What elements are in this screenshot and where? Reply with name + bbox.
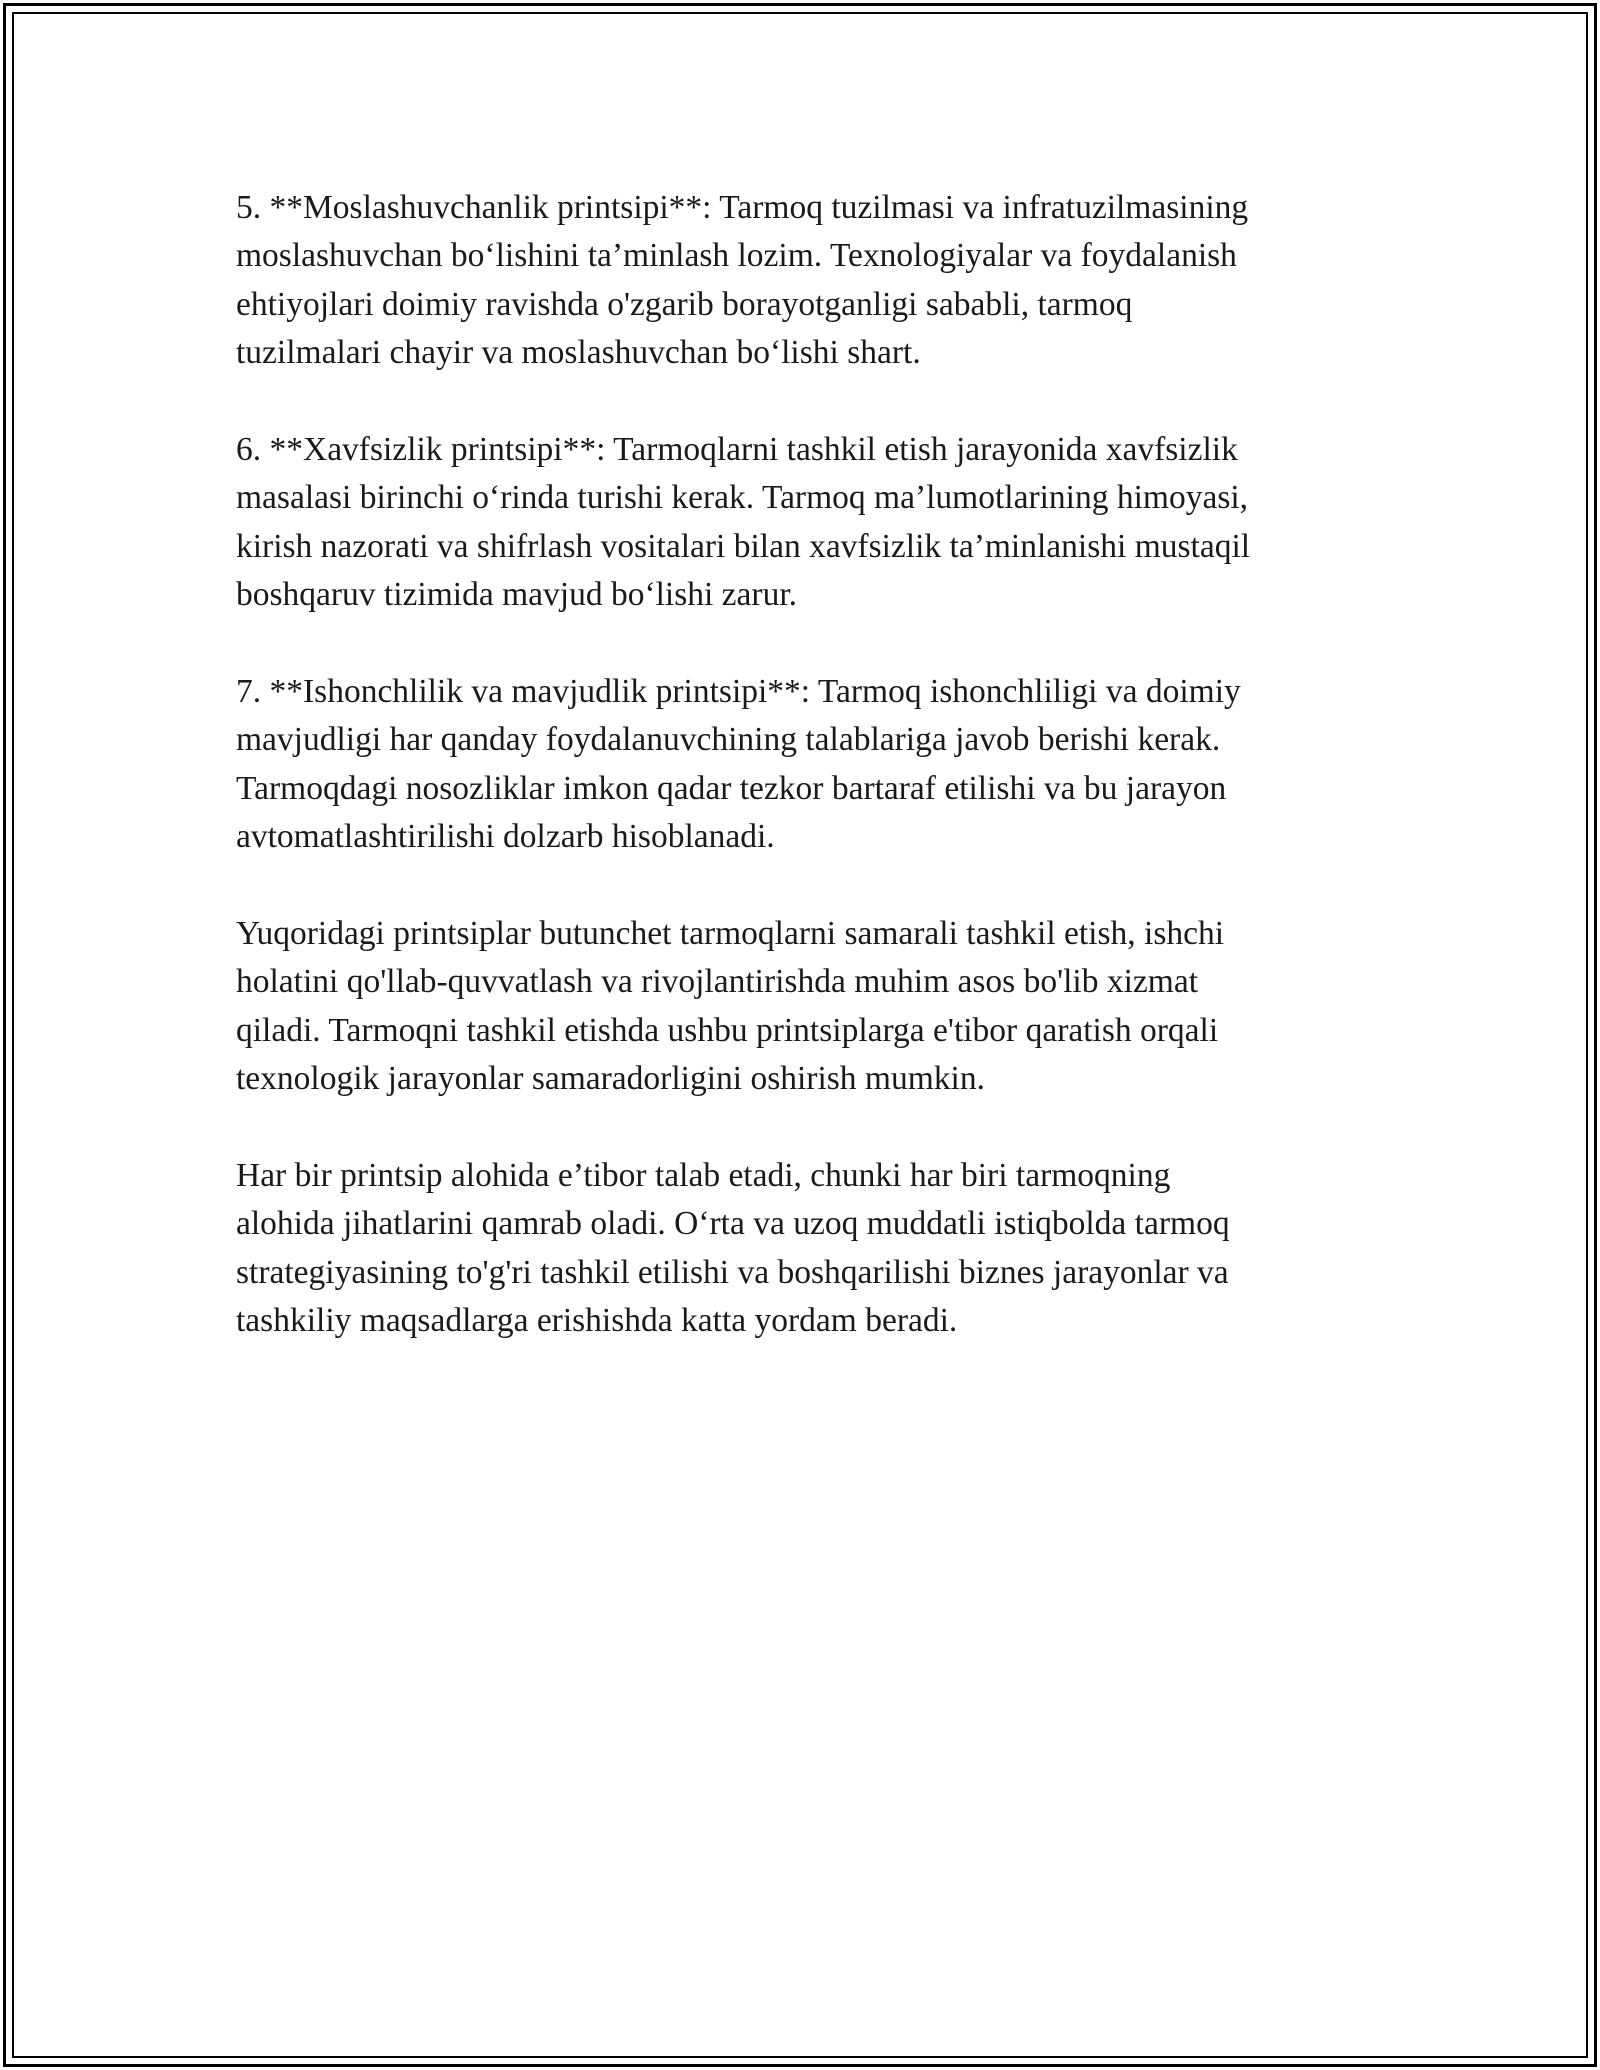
paragraph-security-principle: 6. **Xavfsizlik printsipi**: Tarmoqlarni tashkil etish jarayonida xavfsizlik masalasi birinchi o‘rinda turishi kerak. Tarmoq ma’lumotlarining himoyasi, kirish nazorati va shifrlash vositalari bilan xavfsizlik ta’minlanishi mustaqil boshqaruv tizimida mavjud bo‘lishi zarur. [236,431,1251,614]
document-body [236,184,1366,1394]
paragraph-conclusion: Har bir printsip alohida e’tibor talab etadi, chunki har biri tarmoqning alohida jihatlarini qamrab oladi. O‘rta va uzoq muddatli istiqbolda tarmoq strategiyasining to'g'ri tashkil etilishi va boshqarilishi biznes jarayonlar va tashkiliy maqsadlarga erishishda katta yordam beradi. [236,1157,1230,1340]
paragraph-summary: Yuqoridagi printsiplar butunchet tarmoqlarni samarali tashkil etish, ishchi holatini qo'llab-quvvatlash va rivojlantirishda muhim asos bo'lib xizmat qiladi. Tarmoqni tashkil etishda ushbu printsiplarga e'tibor qaratish orqali texnologik jarayonlar samaradorligini oshirish mumkin. [236,915,1225,1098]
paragraph-reliability-principle: 7. **Ishonchlilik va mavjudlik printsipi**: Tarmoq ishonchliligi va doimiy mavjudligi har qanday foydalanuvchining talablariga javob berishi kerak. Tarmoqdagi nosozliklar imkon qadar tezkor bartaraf etilishi va bu jarayon avtomatlashtirilishi dolzarb hisoblanadi. [236,673,1241,856]
paragraph-flexibility-principle: 5. **Moslashuvchanlik printsipi**: Tarmoq tuzilmasi va infratuzilmasining moslashuvchan bo‘lishini ta’minlash lozim. Texnologiyalar va foydalanish ehtiyojlari doimiy ravishda o'zgarib borayotganligi sababli, tarmoq tuzilmalari chayir va moslashuvchan bo‘lishi shart. [236,189,1249,372]
